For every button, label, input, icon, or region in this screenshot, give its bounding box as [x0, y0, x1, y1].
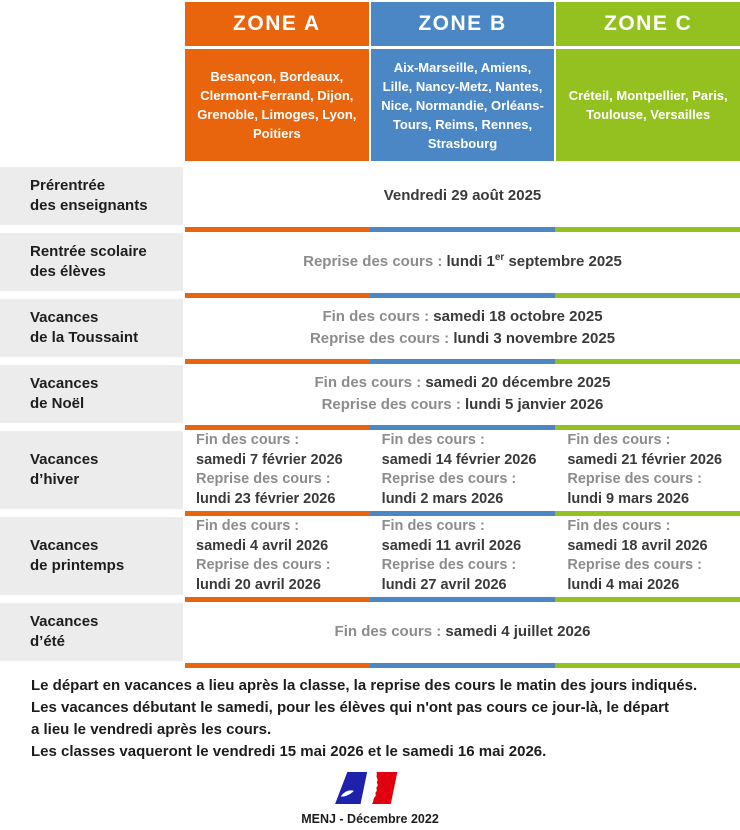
date-text-segment: septembre 2025: [504, 253, 622, 270]
fin-label: Fin des cours :: [567, 518, 671, 534]
row-content: [185, 299, 740, 357]
tricolor-segment: [185, 425, 370, 430]
tricolor-segment: [185, 293, 370, 298]
row-label: [0, 365, 183, 423]
row-label-line: Rentrée scolaire: [30, 243, 147, 260]
zone-cities-cell: Besançon, Bordeaux, Clermont-Ferrand, Dijon, Grenoble, Limoges, Lyon, Poitiers: [185, 49, 369, 161]
table-row: [0, 167, 740, 225]
tricolor-segment: [555, 511, 740, 516]
reprise-label: Reprise des cours :: [567, 557, 702, 573]
date-line: [185, 185, 740, 207]
zone-header-title: ZONE C: [556, 2, 740, 46]
reprise-date: lundi 2 mars 2026: [381, 490, 504, 507]
tricolor-bar: [185, 597, 740, 602]
fin-date: samedi 11 avril 2026: [381, 537, 522, 554]
row-zone-cells: [185, 517, 740, 595]
row-label: [0, 603, 183, 661]
row-divider: [185, 291, 740, 299]
fin-label: Fin des cours :: [567, 432, 671, 448]
credit-line: MENJ - Décembre 2022: [301, 812, 439, 826]
row-content: [185, 603, 740, 661]
date-text-segment: Fin des cours :: [322, 308, 434, 325]
reprise-label: Reprise des cours :: [567, 471, 702, 487]
row-label-line: Vacances: [30, 537, 99, 554]
row-label: [0, 517, 183, 595]
tricolor-segment: [370, 293, 555, 298]
footnote-line: Les vacances débutant le samedi, pour les élèves qui n'ont pas cours ce jour-là, le départ: [31, 699, 669, 716]
zone-date-cell: [185, 431, 369, 509]
date-line: [185, 328, 740, 350]
zone-title-row: [185, 2, 740, 46]
row-divider: [185, 225, 740, 233]
fin-date: samedi 4 avril 2026: [196, 537, 329, 554]
tricolor-segment: [370, 597, 555, 602]
tricolor-segment: [555, 663, 740, 668]
reprise-label: Reprise des cours :: [381, 557, 517, 573]
row-label-line: Vacances: [30, 613, 99, 630]
reprise-label: Reprise des cours :: [196, 557, 331, 573]
row-label-line: de la Toussaint: [30, 329, 139, 346]
footnote-line: Le départ en vacances a lieu après la classe, la reprise des cours le matin des jours indiqués.: [31, 677, 698, 694]
zone-cities-row: [185, 49, 740, 161]
date-line: [185, 306, 740, 328]
tricolor-segment: [370, 227, 555, 232]
tricolor-segment: [555, 227, 740, 232]
date-line: [185, 394, 740, 416]
fin-date: samedi 7 février 2026: [196, 451, 343, 468]
fin-date: samedi 14 février 2026: [381, 451, 537, 468]
row-label-line: de printemps: [30, 557, 125, 574]
date-line: [185, 372, 740, 394]
row-content: [185, 167, 740, 225]
zone-date-cell: [185, 517, 369, 595]
fin-date: samedi 18 avril 2026: [567, 537, 708, 554]
row-content: [185, 233, 740, 291]
zone-cities-cell: Créteil, Montpellier, Paris, Toulouse, Versailles: [556, 49, 740, 161]
fin-label: Fin des cours :: [381, 432, 485, 448]
date-text-segment: lundi 5 janvier 2026: [464, 396, 604, 413]
date-text-segment: Reprise des cours :: [321, 396, 465, 413]
zone-header: [0, 2, 740, 161]
footnote-line: a lieu le vendredi après les cours.: [31, 721, 272, 738]
date-line: [185, 621, 740, 643]
tricolor-segment: [555, 293, 740, 298]
tricolor-segment: [555, 425, 740, 430]
row-label-line: d’été: [30, 633, 66, 650]
fin-date: samedi 21 février 2026: [567, 451, 723, 468]
french-government-logo-icon: [334, 771, 406, 805]
zone-header-title: ZONE A: [185, 2, 369, 46]
tricolor-segment: [185, 663, 370, 668]
date-text-segment: lundi 1: [446, 253, 495, 270]
date-text-segment: lundi 3 novembre 2025: [453, 330, 616, 347]
zone-date-cell: [556, 431, 740, 509]
row-label: [0, 167, 183, 225]
row-label-line: Prérentrée: [30, 177, 106, 194]
row-divider: [185, 661, 740, 669]
row-label-line: des élèves: [30, 263, 106, 280]
row-label: [0, 233, 183, 291]
row-label-line: de Noël: [30, 395, 85, 412]
date-text-segment: Fin des cours :: [334, 623, 446, 640]
row-divider: [185, 423, 740, 431]
reprise-label: Reprise des cours :: [196, 471, 331, 487]
row-divider: [185, 357, 740, 365]
tricolor-segment: [555, 597, 740, 602]
date-text-segment: Reprise des cours :: [309, 330, 454, 347]
reprise-date: lundi 4 mai 2026: [567, 576, 680, 593]
zone-header-title: ZONE B: [371, 2, 555, 46]
row-content: [185, 365, 740, 423]
tricolor-bar: [185, 359, 740, 364]
reprise-date: lundi 20 avril 2026: [196, 576, 321, 593]
table-row: [0, 299, 740, 357]
tricolor-bar: [185, 425, 740, 430]
reprise-date: lundi 27 avril 2026: [381, 576, 507, 593]
row-label-line: d’hiver: [30, 471, 80, 488]
zone-date-cell: [371, 517, 555, 595]
date-text-segment: Fin des cours :: [314, 374, 426, 391]
row-zone-cells: [185, 431, 740, 509]
tricolor-segment: [185, 359, 370, 364]
gov-logo: [0, 771, 740, 805]
date-text-segment: samedi 20 décembre 2025: [425, 374, 611, 391]
row-label-line: Vacances: [30, 375, 99, 392]
table-row: [0, 233, 740, 291]
tricolor-bar: [185, 293, 740, 298]
row-label-line: Vacances: [30, 451, 99, 468]
reprise-date: lundi 9 mars 2026: [567, 490, 690, 507]
tricolor-segment: [370, 359, 555, 364]
date-text-segment: Vendredi 29 août 2025: [383, 187, 542, 204]
fin-label: Fin des cours :: [196, 518, 300, 534]
row-label-line: Vacances: [30, 309, 99, 326]
date-text-segment: Reprise des cours :: [303, 253, 447, 270]
reprise-date: lundi 23 février 2026: [196, 490, 336, 507]
fin-label: Fin des cours :: [381, 518, 485, 534]
table-row: [0, 603, 740, 661]
tricolor-bar: [185, 511, 740, 516]
date-text-segment: samedi 18 octobre 2025: [433, 308, 603, 325]
tricolor-segment: [185, 511, 370, 516]
tricolor-segment: [185, 597, 370, 602]
fin-label: Fin des cours :: [196, 432, 300, 448]
tricolor-segment: [370, 425, 555, 430]
tricolor-segment: [555, 359, 740, 364]
footnote: [31, 675, 740, 763]
row-divider: [185, 595, 740, 603]
row-label-line: des enseignants: [30, 197, 148, 214]
date-line: [185, 251, 740, 273]
zone-date-cell: [371, 431, 555, 509]
tricolor-bar: [185, 663, 740, 668]
tricolor-segment: [370, 663, 555, 668]
tricolor-segment: [185, 227, 370, 232]
table-row: [0, 431, 740, 509]
zone-date-cell: [556, 517, 740, 595]
table-row: [0, 517, 740, 595]
row-label: [0, 431, 183, 509]
tricolor-segment: [370, 511, 555, 516]
row-divider: [185, 509, 740, 517]
date-text-segment: samedi 4 juillet 2026: [445, 623, 591, 640]
row-label: [0, 299, 183, 357]
table-row: [0, 365, 740, 423]
zone-cities-cell: Aix-Marseille, Amiens, Lille, Nancy-Metz, Nantes, Nice, Normandie, Orléans-Tours, Reims, Rennes, Strasbourg: [371, 49, 555, 161]
calendar-rows: [0, 167, 740, 669]
reprise-label: Reprise des cours :: [381, 471, 517, 487]
date-text-segment: er: [494, 252, 505, 263]
tricolor-bar: [185, 227, 740, 232]
footnote-line: Les classes vaqueront le vendredi 15 mai 2026 et le samedi 16 mai 2026.: [31, 743, 547, 760]
